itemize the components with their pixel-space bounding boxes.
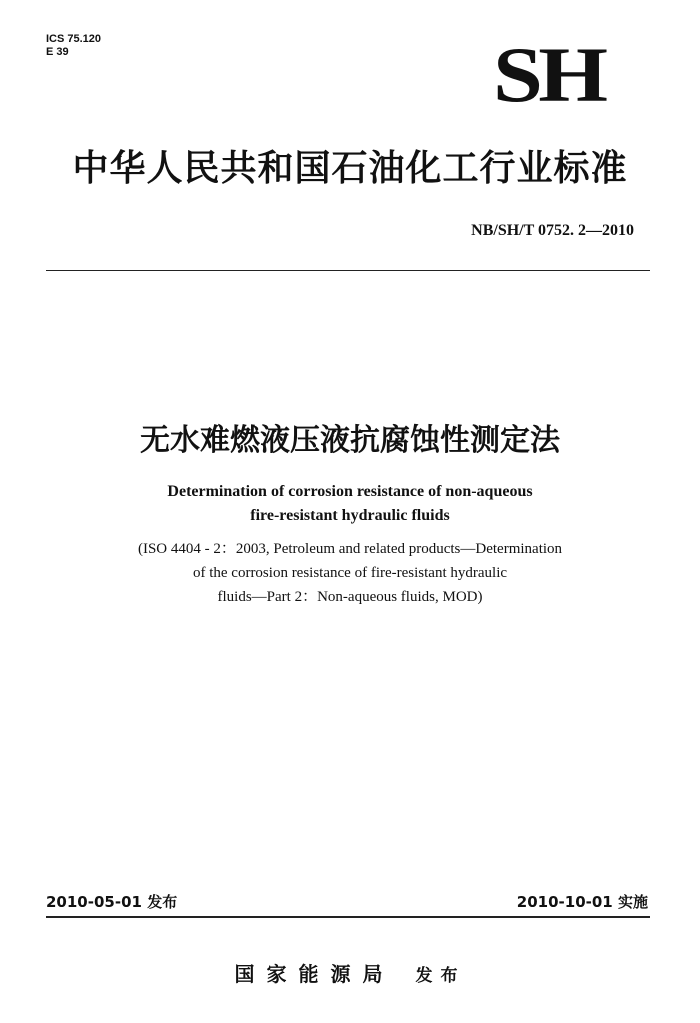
implement-date: 2010-10-01	[516, 893, 613, 911]
english-title	[0, 480, 700, 528]
implement-label: 实施	[617, 893, 648, 911]
standard-title: 中华人民共和国石油化工行业标准	[72, 148, 628, 189]
bottom-divider	[46, 916, 650, 918]
iso-reference-line-1: (ISO 4404 - 2：2003, Petroleum and related products—Determination	[137, 541, 563, 557]
ics-code: ICS 75.120	[46, 33, 102, 45]
issuer-label: 发布	[415, 966, 466, 986]
publish-info	[46, 891, 177, 912]
english-title-line-2: fire-resistant hydraulic fluids	[250, 507, 450, 524]
classification-codes	[46, 33, 101, 59]
ccs-code: E 39	[46, 46, 69, 58]
issuer-org: 国家能源局	[234, 962, 395, 986]
publish-date: 2010-05-01	[46, 893, 142, 911]
iso-reference	[0, 537, 700, 609]
standard-code: NB/SH/T 0752. 2—2010	[471, 222, 634, 239]
english-title-line-1: Determination of corrosion resistance of non-aqueous	[167, 483, 533, 500]
implement-info	[517, 891, 648, 912]
sh-logo: SH	[493, 31, 604, 118]
iso-reference-line-3: fluids—Part 2：Non-aqueous fluids, MOD)	[217, 589, 483, 605]
issuer	[0, 958, 700, 987]
publish-label: 发布	[147, 893, 178, 911]
chinese-title: 无水难燃液压液抗腐蚀性测定法	[140, 423, 560, 458]
top-divider	[46, 270, 650, 271]
iso-reference-line-2: of the corrosion resistance of fire-resistant hydraulic	[192, 565, 508, 581]
